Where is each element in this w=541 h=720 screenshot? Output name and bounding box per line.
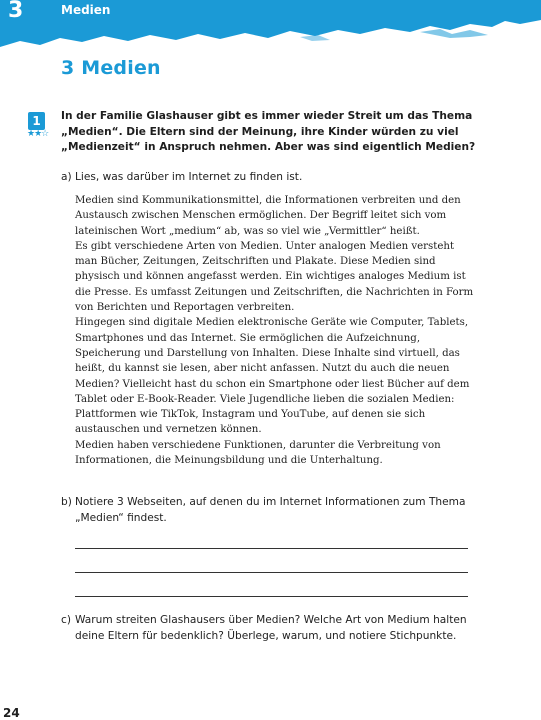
answer-line[interactable] bbox=[75, 548, 468, 549]
subtask-a bbox=[61, 170, 302, 186]
internet-article bbox=[75, 193, 475, 468]
task-number-badge: 1 bbox=[28, 112, 45, 130]
subtask-b-text: Notiere 3 Webseiten, auf denen du im Internet Informationen zum Thema „Medien“ findest. bbox=[75, 496, 466, 524]
article-paragraph: Hingegen sind digitale Medien elektronische Geräte wie Computer, Tablets, Smartphones und das Internet. Sie ermöglichen die Aufzeichnung, Speicherung und Darstellung von Inhalten. Diese Inhalte sind virtuell, das heißt, du kannst sie lesen, aber nicht anfassen. Nutzt du auch die neuen Medien? Vielleicht hast du schon ein Smartphone oder liest Bücher auf dem Tablet oder E-Book-Reader. Viele Jugendliche lieben die sozialen Medien: Plattformen wie TikTok, Instagram und YouTube, auf denen sie sich austauschen und vernetzen können. bbox=[75, 317, 470, 436]
subtask-c-text: Warum streiten Glashausers über Medien? Welche Art von Medium halten deine Eltern für bedenklich? Überlege, warum, und notiere Stichpunkte. bbox=[75, 614, 467, 642]
subtask-a-letter: a) bbox=[61, 171, 72, 183]
article-paragraph: Es gibt verschiedene Arten von Medien. Unter analogen Medien versteht man Bücher, Zeitungen, Zeitschriften und Plakate. Diese Medien sind physisch und können angefasst werden. Ein wichtiges analoges Medium ist die Presse. Es umfasst Zeitungen und Zeitschriften, die Nachrichten in Form von Berichten und Reportagen verbreiten. bbox=[75, 240, 474, 314]
subtask-b-letter: b) bbox=[61, 496, 72, 508]
answer-line[interactable] bbox=[75, 572, 468, 573]
article-paragraph: Medien sind Kommunikationsmittel, die Informationen verbreiten und den Austausch zwischen Menschen ermöglichen. Der Begriff leitet sich vom lateinischen Wort „medium“ ab, was so viel wie „Vermittler“ heißt. bbox=[75, 195, 461, 237]
chapter-number: 3 bbox=[8, 0, 24, 23]
article-paragraph: Medien haben verschiedene Funktionen, darunter die Verbreitung von Informationen, die Meinungsbildung und die Unterhaltung. bbox=[75, 439, 441, 467]
subtask-c-letter: c) bbox=[61, 614, 71, 626]
subtask-c bbox=[61, 613, 481, 644]
task-intro: In der Familie Glashauser gibt es immer wieder Streit um das Thema „Medien“. Die Eltern sind der Meinung, ihre Kinder würden zu viel „Medienzeit“ in Anspruch nehmen. Aber was sind eigentlich Medien? bbox=[61, 110, 476, 154]
subtask-b bbox=[61, 495, 481, 526]
page-title: 3 Medien bbox=[61, 57, 161, 79]
page-number: 24 bbox=[3, 706, 20, 720]
subtask-a-text: Lies, was darüber im Internet zu finden ist. bbox=[75, 171, 303, 183]
answer-line[interactable] bbox=[75, 596, 468, 597]
chapter-label: Medien bbox=[61, 3, 111, 17]
difficulty-stars-icon: ★★☆ bbox=[27, 129, 49, 139]
